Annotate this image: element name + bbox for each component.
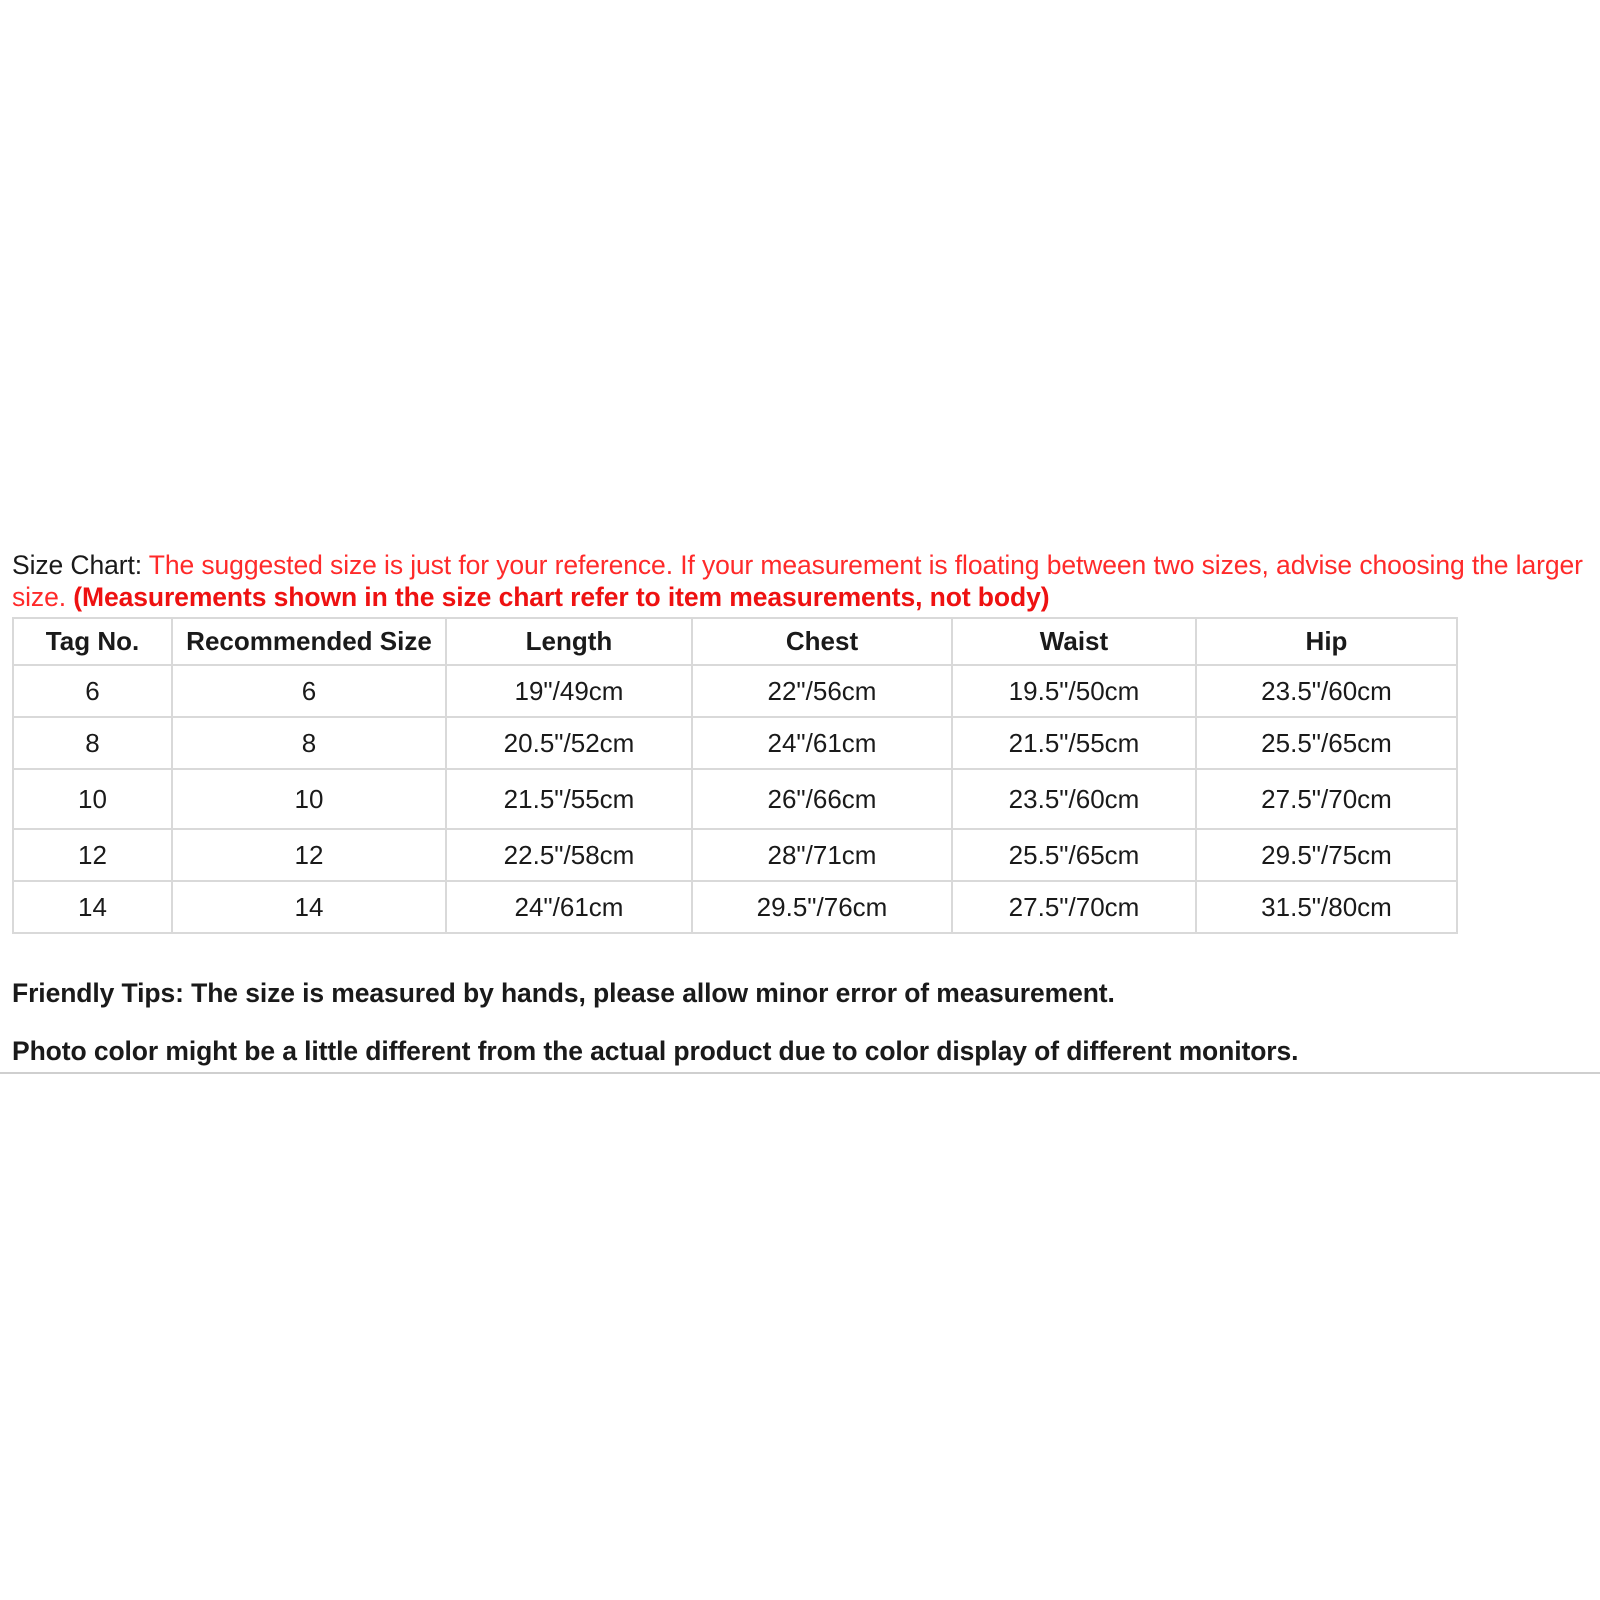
header-recommended-size: Recommended Size xyxy=(172,618,446,665)
size-chart-section xyxy=(12,549,1592,934)
cell-hip: 23.5"/60cm xyxy=(1196,665,1457,717)
cell-hip: 31.5"/80cm xyxy=(1196,881,1457,933)
size-reference-note: The suggested size is just for your reference. If your measurement is floating between two sizes, advise choosing the larger size. xyxy=(12,550,1583,612)
cell-waist: 19.5"/50cm xyxy=(952,665,1196,717)
cell-tag-no: 14 xyxy=(13,881,172,933)
cell-tag-no: 8 xyxy=(13,717,172,769)
cell-hip: 27.5"/70cm xyxy=(1196,769,1457,829)
cell-recommended-size: 12 xyxy=(172,829,446,881)
header-chest: Chest xyxy=(692,618,952,665)
photo-color-note: Photo color might be a little different from the actual product due to color display of different monitors. xyxy=(12,1036,1299,1066)
header-tag-no: Tag No. xyxy=(13,618,172,665)
header-length: Length xyxy=(446,618,692,665)
cell-recommended-size: 14 xyxy=(172,881,446,933)
table-row xyxy=(13,769,1457,829)
table-row xyxy=(13,829,1457,881)
size-chart-intro xyxy=(12,549,1592,613)
cell-recommended-size: 6 xyxy=(172,665,446,717)
cell-tag-no: 10 xyxy=(13,769,172,829)
cell-hip: 29.5"/75cm xyxy=(1196,829,1457,881)
size-chart-colon: : xyxy=(134,550,142,580)
size-chart-label: Size Chart xyxy=(12,550,135,580)
table-header-row xyxy=(13,618,1457,665)
cell-tag-no: 12 xyxy=(13,829,172,881)
size-table xyxy=(12,617,1458,934)
friendly-tips: Friendly Tips: The size is measured by hands, please allow minor error of measurement. xyxy=(12,978,1115,1008)
cell-length: 19"/49cm xyxy=(446,665,692,717)
cell-length: 20.5"/52cm xyxy=(446,717,692,769)
cell-length: 22.5"/58cm xyxy=(446,829,692,881)
cell-chest: 26"/66cm xyxy=(692,769,952,829)
cell-chest: 22"/56cm xyxy=(692,665,952,717)
cell-chest: 24"/61cm xyxy=(692,717,952,769)
measurement-disclaimer: (Measurements shown in the size chart refer to item measurements, not body) xyxy=(66,582,1050,612)
cell-waist: 25.5"/65cm xyxy=(952,829,1196,881)
table-row xyxy=(13,665,1457,717)
table-row xyxy=(13,881,1457,933)
table-row xyxy=(13,717,1457,769)
cell-tag-no: 6 xyxy=(13,665,172,717)
cell-recommended-size: 8 xyxy=(172,717,446,769)
cell-length: 21.5"/55cm xyxy=(446,769,692,829)
cell-hip: 25.5"/65cm xyxy=(1196,717,1457,769)
header-waist: Waist xyxy=(952,618,1196,665)
divider xyxy=(0,1072,1600,1074)
cell-chest: 28"/71cm xyxy=(692,829,952,881)
header-hip: Hip xyxy=(1196,618,1457,665)
cell-waist: 21.5"/55cm xyxy=(952,717,1196,769)
cell-chest: 29.5"/76cm xyxy=(692,881,952,933)
cell-length: 24"/61cm xyxy=(446,881,692,933)
cell-waist: 23.5"/60cm xyxy=(952,769,1196,829)
cell-recommended-size: 10 xyxy=(172,769,446,829)
cell-waist: 27.5"/70cm xyxy=(952,881,1196,933)
